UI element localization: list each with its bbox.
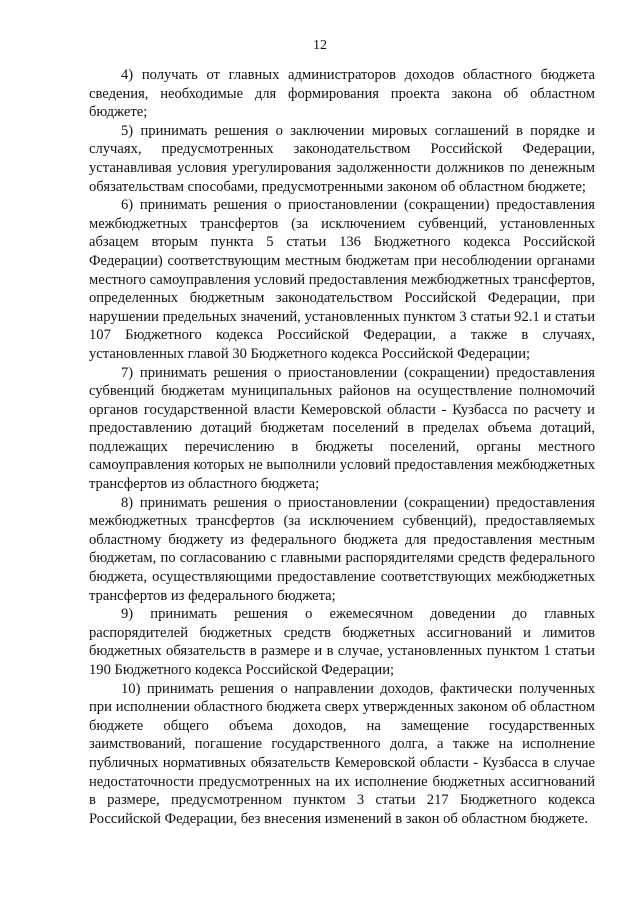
paragraph-item-9: 9) принимать решения о ежемесячном доведении до главных распорядителей бюджетных средств бюджетных ассигнований и лимитов бюджетных обязательств в размере и в случае, установленных пунктом 1 статьи 190 Бюджетного кодекса Российской Федерации; [89,606,595,678]
paragraph-item-10: 10) принимать решения о направлении доходов, фактически полученных при исполнении областного бюджета сверх утвержденных законом об областном бюджете общего объема доходов, на замещение государственных заимствований, погашение государственного долга, а также на исполнение публичных нормативных обязательств Кемеровской области - Кузбасса в случае недостаточности предусмотренных на их исполнение бюджетных ассигнований в размере, предусмотренном пунктом 3 статьи 217 Бюджетного кодекса Российской Федерации, без внесения изменений в закон об областном бюджете. [89,680,595,827]
page-number: 12 [313,38,327,53]
paragraph-item-4: 4) получать от главных администраторов доходов областного бюджета сведения, необходимые для формирования проекта закона об областном бюджете; [89,67,595,121]
paragraph-item-6: 6) принимать решения о приостановлении (сокращении) предоставления межбюджетных трансфертов (за исключением субвенций, установленных абзацем вторым пункта 5 статьи 136 Бюджетного кодекса Российской Федерации) соответствующим местным бюджетам при несоблюдении органами местного самоуправления условий предоставления межбюджетных трансфертов, определенных бюджетным законодательством Российской Федерации, при нарушении предельных значений, установленных пунктом 3 статьи 92.1 и статьи 107 Бюджетного кодекса Российской Федерации, а также в случаях, установленных главой 30 Бюджетного кодекса Российской Федерации; [89,197,595,362]
document-body [89,66,595,828]
paragraph-item-7: 7) принимать решения о приостановлении (сокращении) предоставления субвенций бюджетам муниципальных районов на осуществление полномочий органов государственной власти Кемеровской области - Кузбасса по расчету и предоставлению дотаций бюджетам поселений в пределах объема дотаций, подлежащих перечислению в бюджеты поселений, органы местного самоуправления которых не выполнили условий предоставления межбюджетных трансфертов из областного бюджета; [89,364,595,493]
paragraph-item-5: 5) принимать решения о заключении мировых соглашений в порядке и случаях, предусмотренных законодательством Российской Федерации, устанавливая условия урегулирования задолженности должников по денежным обязательствам способами, предусмотренными законом об областном бюджете; [89,122,595,195]
paragraph-item-8: 8) принимать решения о приостановлении (сокращении) предоставления межбюджетных трансфертов (за исключением субвенций), предоставляемых областному бюджету из федерального бюджета для предоставления местным бюджетам, по согласованию с главными распорядителями средств федерального бюджета, осуществляющими предоставление соответствующих межбюджетных трансфертов из федерального бюджета; [89,494,595,604]
